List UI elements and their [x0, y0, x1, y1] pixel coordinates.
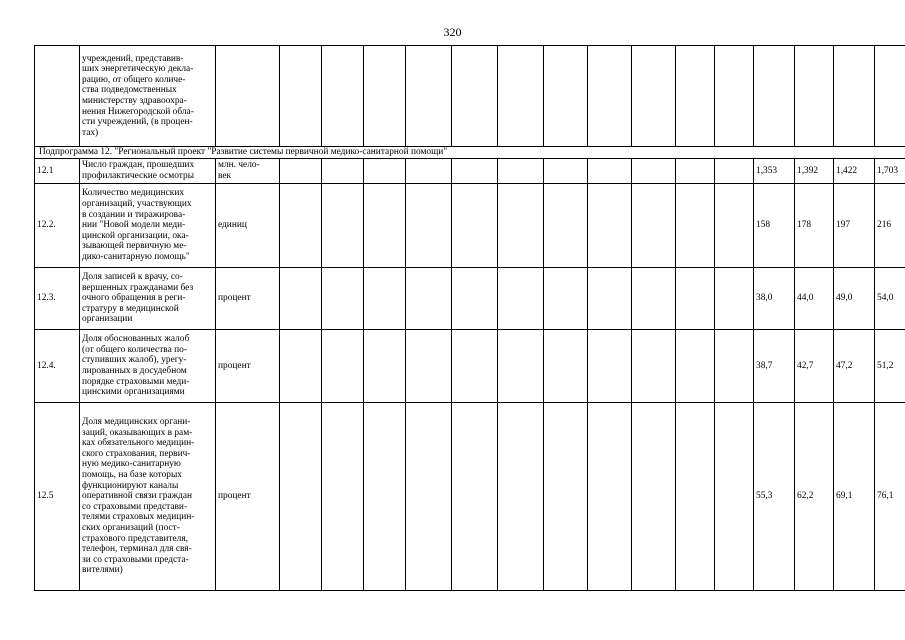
table-row	[35, 46, 905, 147]
value-cell: 76,1	[875, 403, 905, 591]
empty-cell	[452, 330, 498, 403]
row-description	[80, 159, 216, 184]
empty-cell	[364, 268, 406, 330]
empty-cell	[676, 159, 715, 184]
text-line: организации	[82, 314, 133, 325]
text-line: ства подведомственных	[82, 85, 177, 96]
text-line: ступивших жалоб), урегу-	[82, 355, 187, 366]
text-line: ских организаций (пост-	[82, 522, 180, 533]
row-description	[80, 403, 216, 591]
text-line: страхового представителя,	[82, 533, 189, 544]
empty-cell	[322, 46, 364, 147]
empty-cell	[280, 268, 322, 330]
value-cell: 51,2	[875, 330, 905, 403]
value-cell: 47,2	[834, 330, 875, 403]
text-line: процент	[218, 360, 251, 371]
text-line: стратуру в медицинской	[82, 303, 179, 314]
empty-cell	[498, 46, 544, 147]
empty-cell	[280, 46, 322, 147]
text-line: нения Нижегородской обла-	[82, 106, 194, 117]
empty-cell	[322, 403, 364, 591]
empty-cell	[452, 268, 498, 330]
text-line: телефон, терминал для свя-	[82, 544, 192, 555]
empty-cell	[364, 330, 406, 403]
empty-cell	[280, 330, 322, 403]
text-line: единиц	[218, 220, 247, 231]
empty-cell	[544, 330, 588, 403]
empty-cell	[715, 159, 754, 184]
empty-cell	[676, 403, 715, 591]
text-line: телями страховых медицин-	[82, 512, 195, 523]
text-line: тах)	[82, 127, 99, 138]
table-row	[35, 268, 905, 330]
text-line: порядке страховыми меди-	[82, 376, 190, 387]
row-description	[80, 330, 216, 403]
value-cell: 1,392	[795, 159, 834, 184]
table-row	[35, 159, 905, 184]
value-cell: 1,422	[834, 159, 875, 184]
text-line: со страховыми представи-	[82, 501, 188, 512]
empty-cell	[715, 403, 754, 591]
empty-cell	[406, 159, 452, 184]
text-line: ках обязательного медицин-	[82, 438, 195, 449]
empty-cell	[280, 159, 322, 184]
empty-cell	[322, 184, 364, 268]
empty-cell	[588, 184, 632, 268]
text-line: очного обращения в реги-	[82, 293, 186, 304]
empty-cell	[406, 268, 452, 330]
empty-cell	[715, 46, 754, 147]
text-line: нии "Новой модели меди-	[82, 220, 186, 231]
value-cell: 44,0	[795, 268, 834, 330]
empty-cell	[498, 330, 544, 403]
text-line: (от общего количества по-	[82, 344, 187, 355]
row-code: 12.4.	[35, 330, 80, 403]
text-line: помощь, на базе которых	[82, 470, 182, 481]
empty-cell	[715, 330, 754, 403]
text-line: профилактические осмотры	[82, 171, 194, 181]
table-body	[35, 46, 905, 591]
value-cell: 178	[795, 184, 834, 268]
text-line: млн. чело-	[218, 160, 260, 171]
text-line: организаций, участвующих	[82, 199, 192, 210]
value-cell: 1,353	[754, 159, 795, 184]
value-cell: 49,0	[834, 268, 875, 330]
text-line: процент	[218, 491, 251, 502]
empty-cell	[676, 330, 715, 403]
text-line: ших энергетическую декла-	[82, 64, 194, 75]
indicator-table	[34, 45, 905, 591]
empty-cell	[544, 403, 588, 591]
text-line: зи со страховыми предста-	[82, 554, 189, 565]
text-line: лированных в досудебном	[82, 366, 187, 376]
row-code: 12.3.	[35, 268, 80, 330]
empty-cell	[498, 403, 544, 591]
row-unit	[216, 268, 280, 330]
empty-cell	[715, 184, 754, 268]
empty-cell	[364, 403, 406, 591]
empty-cell	[632, 184, 676, 268]
value-cell: 197	[834, 184, 875, 268]
text-line: Доля записей к врачу, со-	[82, 272, 183, 283]
text-line: функционируют каналы	[82, 480, 179, 491]
value-cell: 38,7	[754, 330, 795, 403]
empty-cell	[406, 403, 452, 591]
empty-cell	[544, 268, 588, 330]
empty-cell	[498, 268, 544, 330]
empty-cell	[632, 46, 676, 147]
empty-cell	[452, 46, 498, 147]
value-cell: 55,3	[754, 403, 795, 591]
text-line: вершенных гражданами без	[82, 282, 194, 293]
row-unit	[216, 159, 280, 184]
subprogram-row	[35, 147, 905, 159]
row-unit	[216, 330, 280, 403]
value-cell	[754, 46, 795, 147]
text-line: министерству здравоохра-	[82, 96, 187, 106]
text-line: век	[218, 171, 232, 181]
text-line: Количество медицинских	[82, 188, 185, 199]
text-line: цинскими организациями	[82, 387, 185, 398]
value-cell	[875, 46, 905, 147]
empty-cell	[715, 268, 754, 330]
value-cell: 1,703	[875, 159, 905, 184]
empty-cell	[632, 159, 676, 184]
text-line: учреждений, представив-	[82, 53, 184, 64]
text-line: заций, оказывающих в рам-	[82, 427, 193, 438]
value-cell: 62,2	[795, 403, 834, 591]
text-line: в создании и тиражирова-	[82, 209, 186, 220]
empty-cell	[632, 330, 676, 403]
empty-cell	[322, 159, 364, 184]
empty-cell	[406, 330, 452, 403]
text-line: Число граждан, прошедших	[82, 160, 195, 171]
text-line: дико-санитарную помощь"	[82, 251, 190, 262]
empty-cell	[588, 403, 632, 591]
empty-cell	[498, 184, 544, 268]
empty-cell	[364, 184, 406, 268]
value-cell	[834, 46, 875, 147]
value-cell: 69,1	[834, 403, 875, 591]
value-cell: 38,0	[754, 268, 795, 330]
text-line: Доля обоснованных жалоб	[82, 334, 190, 345]
empty-cell	[406, 184, 452, 268]
text-line: оперативной связи граждан	[82, 491, 193, 502]
subprogram-title: Подпрограмма 12. "Региональный проект "Развитие системы первичной медико-санитарной помощи"	[35, 147, 905, 159]
empty-cell	[588, 268, 632, 330]
row-description	[80, 268, 216, 330]
empty-cell	[452, 403, 498, 591]
value-cell	[795, 46, 834, 147]
row-unit	[216, 403, 280, 591]
empty-cell	[676, 268, 715, 330]
table-row	[35, 330, 905, 403]
empty-cell	[280, 403, 322, 591]
text-line: Доля медицинских органи-	[82, 417, 191, 428]
empty-cell	[280, 184, 322, 268]
value-cell: 216	[875, 184, 905, 268]
row-unit	[216, 184, 280, 268]
empty-cell	[588, 330, 632, 403]
text-line: вителями)	[82, 565, 123, 576]
empty-cell	[632, 403, 676, 591]
empty-cell	[322, 268, 364, 330]
value-cell: 42,7	[795, 330, 834, 403]
text-line: цинской организации, ока-	[82, 230, 189, 241]
row-code: 12.5	[35, 403, 80, 591]
empty-cell	[588, 46, 632, 147]
page-number: 320	[443, 25, 462, 39]
row-unit	[216, 46, 280, 147]
text-line: процент	[218, 293, 251, 304]
empty-cell	[406, 46, 452, 147]
empty-cell	[322, 330, 364, 403]
empty-cell	[544, 184, 588, 268]
row-code	[35, 46, 80, 147]
row-description	[80, 46, 216, 147]
text-line: зывающей первичную ме-	[82, 241, 187, 252]
text-line: сти учреждений, (в процен-	[82, 117, 193, 128]
table-row	[35, 184, 905, 268]
empty-cell	[544, 46, 588, 147]
text-line: ского страхования, первич-	[82, 448, 191, 459]
empty-cell	[544, 159, 588, 184]
empty-cell	[498, 159, 544, 184]
row-description	[80, 184, 216, 268]
row-code: 12.1	[35, 159, 80, 184]
text-line: ную медико-санитарную	[82, 459, 181, 470]
table-row	[35, 403, 905, 591]
empty-cell	[588, 159, 632, 184]
text-line: рацию, от общего количе-	[82, 74, 186, 85]
empty-cell	[452, 159, 498, 184]
value-cell: 54,0	[875, 268, 905, 330]
empty-cell	[632, 268, 676, 330]
empty-cell	[452, 184, 498, 268]
value-cell: 158	[754, 184, 795, 268]
empty-cell	[676, 184, 715, 268]
row-code: 12.2.	[35, 184, 80, 268]
empty-cell	[364, 46, 406, 147]
empty-cell	[676, 46, 715, 147]
empty-cell	[364, 159, 406, 184]
